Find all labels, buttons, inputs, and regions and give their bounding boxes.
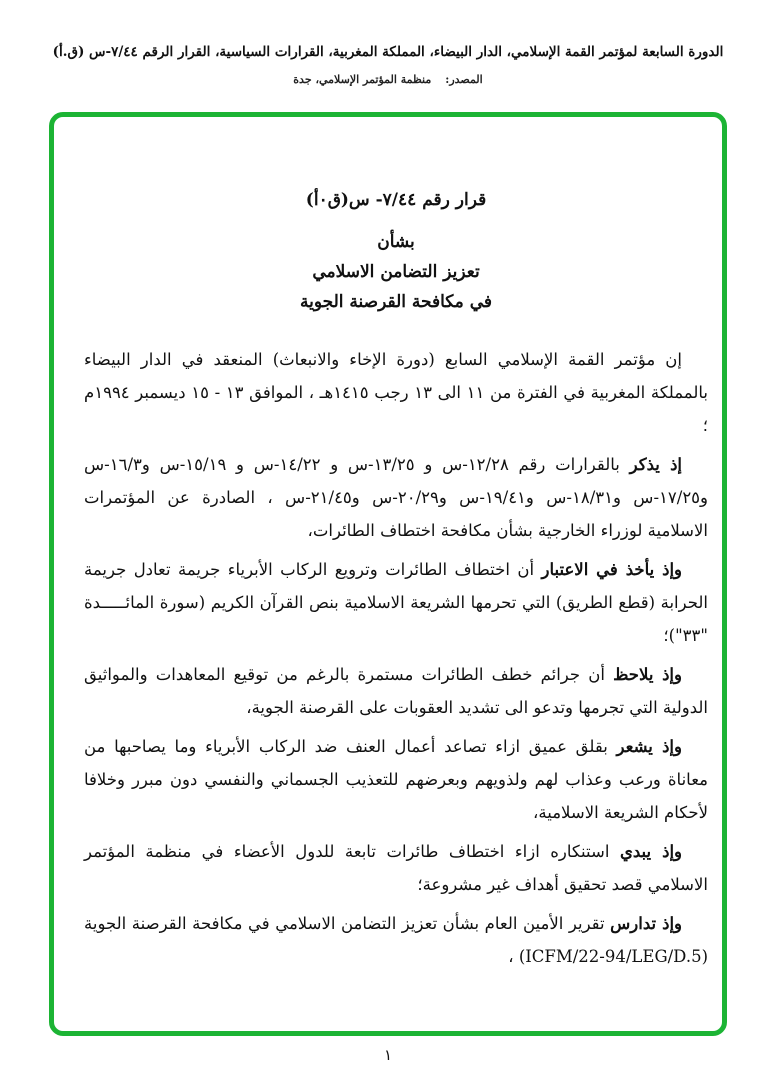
header-source-line xyxy=(0,73,776,86)
paragraph-considering xyxy=(84,553,708,652)
paragraph-text: استنكاره ازاء اختطاف طائرات تابعة للدول الأعضاء في منظمة المؤتمر الاسلامي قصد تحقيق أهداف غير مشروعة؛ xyxy=(84,842,708,894)
title-regarding: بشأن xyxy=(377,232,415,252)
paragraph-having-considered xyxy=(84,907,708,973)
document-header xyxy=(0,44,776,86)
paragraph-concerned xyxy=(84,730,708,829)
paragraph-text: بالقرارات رقم ١٢/٢٨-س و ١٣/٢٥-س و ١٤/٢٢-س و ١٥/١٩-س و١٦/٣-س و١٧/٢٥-س و١٨/٣١-س و١٩/٤١-س و٢٠/٢٩-س و٢١/٤٥-س ، الصادرة عن المؤتمرات الاسلامية لوزراء الخارجية بشأن مكافحة اختطاف الطائرات، xyxy=(84,455,709,540)
paragraph-text: إن مؤتمر القمة الإسلامي السابع (دورة الإخاء والانبعاث) المنعقد في الدار البيضاء بالمملكة المغربية في الفترة من ١١ الى ١٣ رجب ١٤١٥هـ ، الموافق ١٣ - ١٥ ديسمبر ١٩٩٤م ؛ xyxy=(84,350,708,435)
page-number: ١ xyxy=(383,1046,393,1064)
paragraph-text: أن اختطاف الطائرات وترويع الركاب الأبرياء جريمة تعادل جريمة الحرابة (قطع الطريق) التي تحرمها الشريعة الاسلامية بنص القرآن الكريم (سورة المائـــــدة "٣٣")؛ xyxy=(84,560,708,645)
paragraph-preamble xyxy=(84,343,708,442)
source-label: المصدر: xyxy=(445,73,483,86)
paragraph-text: بقلق عميق ازاء تصاعد أعمال العنف ضد الركاب الأبرياء وما يصاحبها من معاناة ورعب وعذاب لهم ولذويهم وبعرضهم للتعذيب الجسماني والنفسي دون مبرر وخلافا لأحكام الشريعة الاسلامية، xyxy=(84,737,708,822)
paragraph-lead: إذ يذكر xyxy=(629,455,682,474)
paragraph-lead: وإذ يلاحظ xyxy=(613,665,682,684)
resolution-title-block xyxy=(84,185,708,317)
title-subject-line1: تعزيز التضامن الاسلامي xyxy=(312,262,480,282)
resolution-content xyxy=(54,117,722,979)
paragraph-lead: وإذ يبدي xyxy=(619,842,683,861)
paragraph-recalling xyxy=(84,448,708,547)
header-citation-line: الدورة السابعة لمؤتمر القمة الإسلامي، الدار البيضاء، المملكة المغربية، القرارات السياسية، القرار الرقم ٧/٤٤-س (ق.أ) xyxy=(52,44,724,60)
paragraph-lead: وإذ يأخذ في الاعتبار xyxy=(541,560,683,579)
resolution-number-line: قرار رقم ٧/٤٤- س(ق٠أ) xyxy=(305,190,487,210)
resolution-body xyxy=(84,343,708,973)
paragraph-deploring xyxy=(84,835,708,901)
source-text: منظمة المؤتمر الإسلامي، جدة xyxy=(293,73,432,86)
paragraph-lead: وإذ تدارس xyxy=(610,914,683,933)
paragraph-text: تقرير الأمين العام بشأن تعزيز التضامن الاسلامي في مكافحة القرصنة الجوية (ICFM/22-94/LEG/D.5) ، xyxy=(84,914,708,966)
title-subject-line2: في مكافحة القرصنة الجوية xyxy=(299,292,492,312)
paragraph-noting xyxy=(84,658,708,724)
paragraph-lead: وإذ يشعر xyxy=(616,737,682,756)
paragraph-text: أن جرائم خطف الطائرات مستمرة بالرغم من توقيع المعاهدات والمواثيق الدولية التي تجرمها وتدعو الى تشديد العقوبات على القرصنة الجوية، xyxy=(84,665,708,717)
